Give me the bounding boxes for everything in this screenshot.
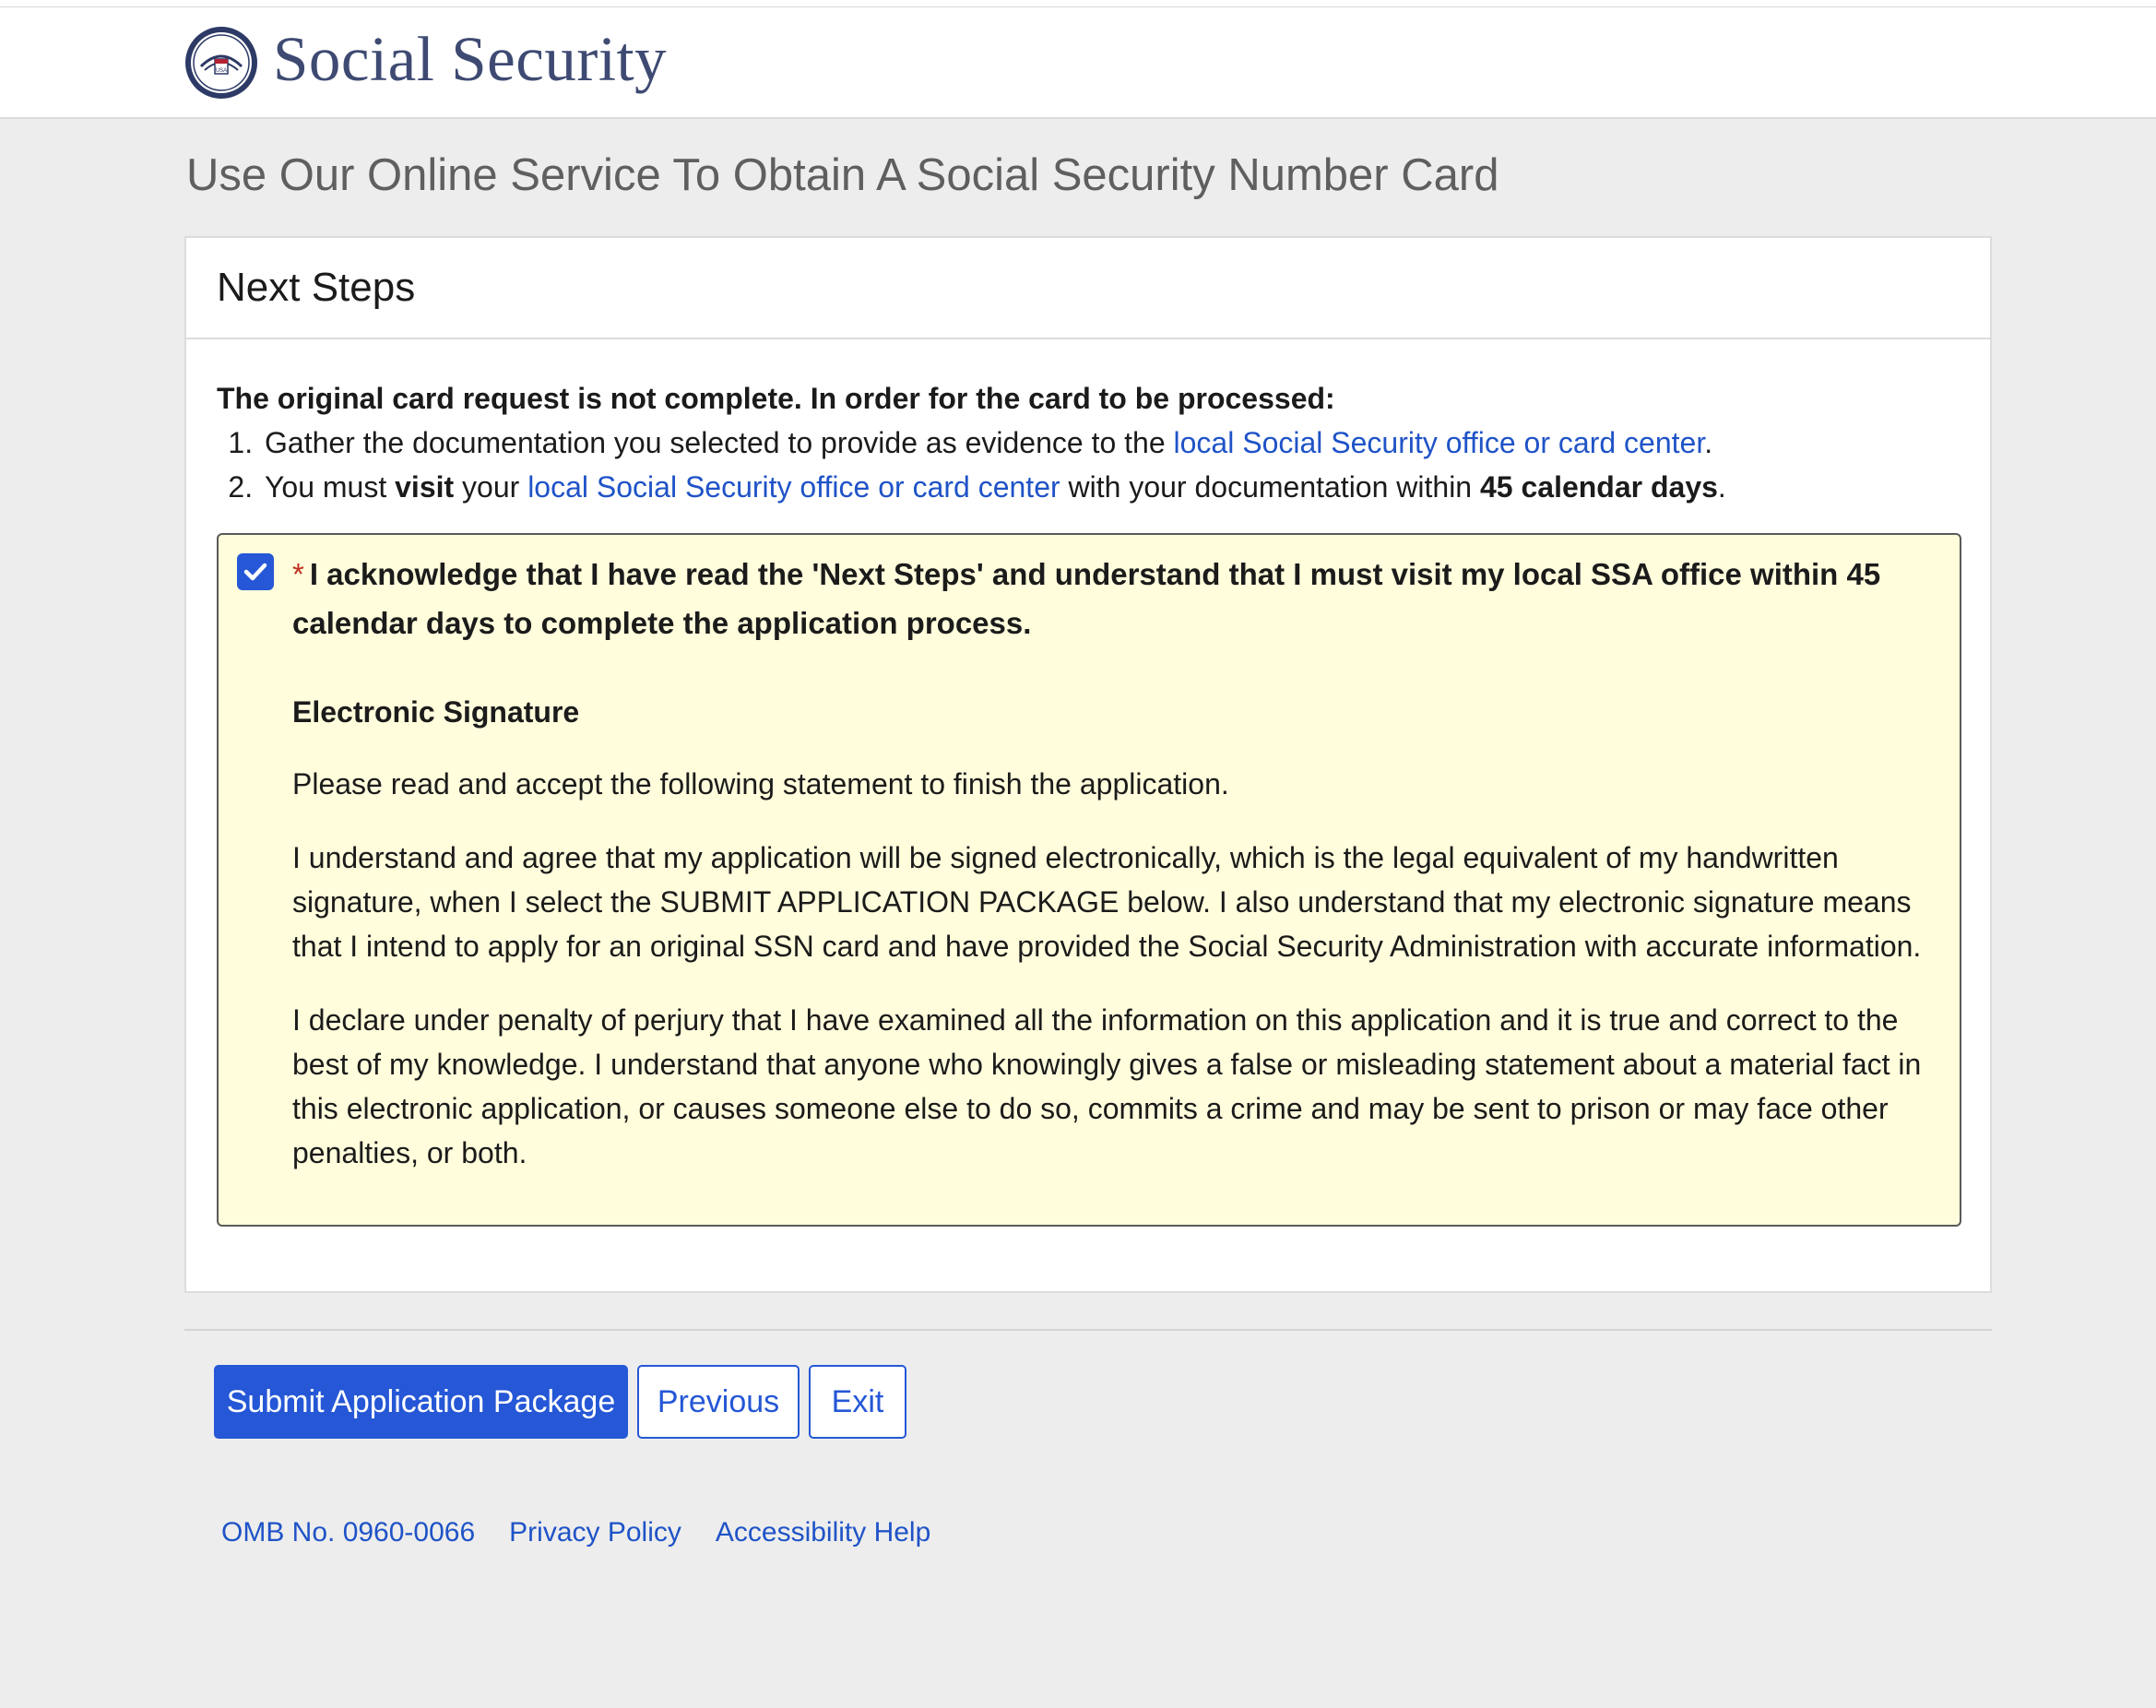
office-locator-link[interactable]: local Social Security office or card center: [527, 470, 1060, 504]
signature-paragraph: Please read and accept the following statement to finish the application.: [292, 767, 1229, 801]
submit-application-button[interactable]: Submit Application Package: [214, 1365, 628, 1439]
acknowledgement-text: I acknowledge that I have read the 'Next Steps' and understand that I must visit my local SSA office within 45 calendar days to complete the application process.: [292, 557, 1881, 640]
step-text: Gather the documentation you selected to provide as evidence to the: [265, 426, 1174, 459]
step-text: You must: [265, 470, 396, 504]
acknowledgement-label[interactable]: [292, 550, 1943, 647]
acknowledgement-checkbox[interactable]: [237, 553, 274, 590]
electronic-signature: [292, 690, 1943, 1204]
office-locator-link[interactable]: local Social Security office or card center: [1173, 426, 1705, 459]
privacy-policy-link[interactable]: Privacy Policy: [509, 1517, 681, 1548]
signature-heading: Electronic Signature: [292, 695, 580, 729]
checkmark-icon: [242, 558, 269, 586]
required-marker: *: [292, 557, 304, 591]
footer-links: [221, 1517, 930, 1548]
step-text: with your documentation within: [1060, 470, 1480, 504]
step-text: .: [1704, 426, 1713, 459]
omb-link[interactable]: OMB No. 0960-0066: [221, 1517, 476, 1548]
panel-header: [186, 238, 1990, 339]
signature-paragraph: I declare under penalty of perjury that I have examined all the information on this application and it is true and correct to the best of my knowledge. I understand that anyone who knowingly gives a false or misleading statement about a material fact in this electronic application, or causes someone else to do so, commits a crime and may be sent to prison or may face other penalties, or both.: [292, 1003, 1922, 1169]
seal-text: USA: [215, 67, 228, 74]
instructions: [217, 376, 1950, 509]
exit-button[interactable]: Exit: [809, 1365, 906, 1439]
site-header: [0, 7, 2156, 119]
signature-paragraph: I understand and agree that my application will be signed electronically, which is the legal equivalent of my handwritten signature, when I select the SUBMIT APPLICATION PACKAGE below. I also understand that my electronic signature means that I intend to apply for an original SSN card and have provided the Social Security Administration with accurate information.: [292, 841, 1922, 963]
step-emphasis: 45 calendar days: [1479, 470, 1718, 504]
list-item: [261, 465, 1950, 509]
acknowledgement-box: [217, 533, 1961, 1227]
page-title: Use Our Online Service To Obtain A Social Security Number Card: [186, 150, 1499, 200]
step-text: .: [1717, 470, 1726, 504]
panel-heading: Next Steps: [217, 265, 416, 310]
step-emphasis: visit: [395, 470, 455, 504]
accessibility-help-link[interactable]: Accessibility Help: [715, 1517, 931, 1548]
steps-list: [217, 421, 1950, 509]
instructions-lead: The original card request is not complete. In order for the card to be processed:: [217, 382, 1335, 415]
divider: [184, 1329, 1992, 1331]
brand-title[interactable]: Social Security: [273, 24, 668, 94]
list-item: [261, 421, 1950, 465]
next-steps-panel: [184, 236, 1992, 1293]
step-text: your: [454, 470, 528, 504]
previous-button[interactable]: Previous: [637, 1365, 800, 1439]
top-rule: [0, 0, 2156, 7]
ssa-seal-icon[interactable]: [184, 26, 258, 100]
